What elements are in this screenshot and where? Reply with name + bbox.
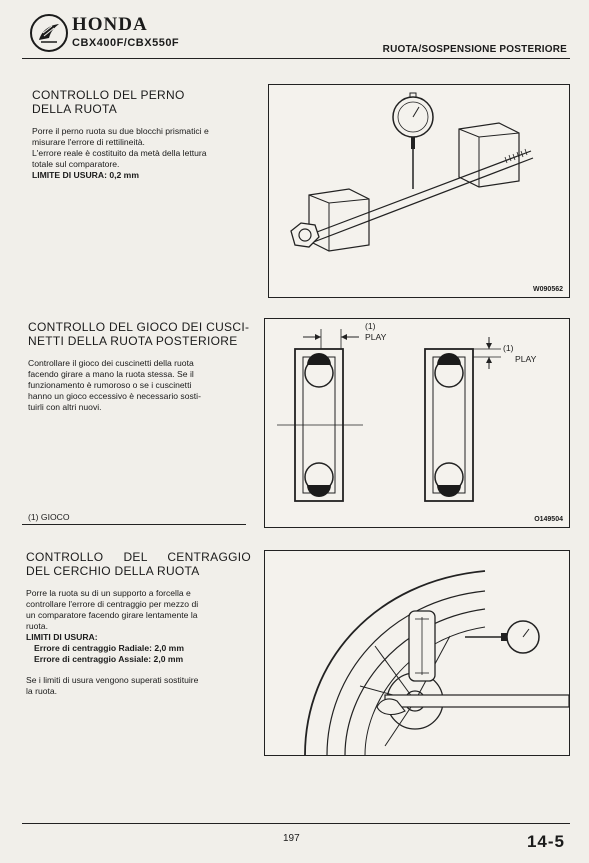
section2-title <box>28 320 249 348</box>
text-line: tuirli con altri nuovi. <box>28 402 102 412</box>
section2-text <box>28 358 253 413</box>
section2-title-line1: CONTROLLO DEL GIOCO DEI CUSCI- <box>28 320 250 334</box>
text-line: misurare l'errore di rettilineità. <box>32 137 145 147</box>
play-label-number: (1) <box>503 343 514 353</box>
section1-title <box>32 88 185 116</box>
section1-text <box>32 126 257 181</box>
limit-radial: Errore di centraggio Radiale: 2,0 mm <box>34 643 184 653</box>
play-label-text: PLAY <box>365 332 387 342</box>
section2-title-line2: NETTI DELLA RUOTA POSTERIORE <box>28 334 238 348</box>
model-name: CBX400F/CBX550F <box>72 37 180 49</box>
chapter-title: RUOTA/SOSPENSIONE POSTERIORE <box>382 44 567 55</box>
honda-wing-logo <box>30 14 68 52</box>
text-line: Porre la ruota su di un supporto a forcella e <box>26 588 191 598</box>
section1-title-line2: DELLA RUOTA <box>32 102 118 116</box>
page-number: 197 <box>283 833 300 844</box>
header-rule <box>22 58 570 59</box>
wing-icon <box>32 16 66 50</box>
text-line: la ruota. <box>26 686 58 696</box>
axle-runout-figure <box>268 84 570 298</box>
text-line: controllare l'errore di centraggio per mezzo di <box>26 599 199 609</box>
rim-runout-figure <box>264 550 570 756</box>
section1-limit: LIMITE DI USURA: 0,2 mm <box>32 170 139 180</box>
section1-title-line1: CONTROLLO DEL PERNO <box>32 88 185 102</box>
section3-title-line2: DEL CERCHIO DELLA RUOTA <box>26 564 200 578</box>
play-label-text: PLAY <box>515 354 537 364</box>
text-line: Se i limiti di usura vengono superati sostituire <box>26 675 199 685</box>
caption-rule <box>22 524 246 525</box>
section2-caption: (1) GIOCO <box>28 512 70 522</box>
play-label-left <box>365 321 386 343</box>
section3-text <box>26 588 251 697</box>
text-line: un comparatore facendo girare lentamente la <box>26 610 198 620</box>
play-label-right <box>503 343 536 365</box>
figure-code: O149504 <box>534 516 563 523</box>
play-label-number: (1) <box>365 321 376 331</box>
text-line: Porre il perno ruota su due blocchi prismatici e <box>32 126 209 136</box>
section3-title <box>26 550 251 578</box>
text-line: hanno un gioco eccessivo è necessario sosti- <box>28 391 201 401</box>
text-line: funzionamento è rumoroso o se i cuscinetti <box>28 380 192 390</box>
bearing-play-figure <box>264 318 570 528</box>
brand-name: HONDA <box>72 14 148 35</box>
footer-rule <box>22 823 570 824</box>
text-line: ruota. <box>26 621 48 631</box>
text-line: Controllare il gioco dei cuscinetti della ruota <box>28 358 194 368</box>
text-line: facendo girare a mano la ruota stessa. Se il <box>28 369 194 379</box>
limit-axial: Errore di centraggio Assiale: 2,0 mm <box>34 654 184 664</box>
text-line: L'errore reale è costituito da metà della lettura <box>32 148 207 158</box>
section3-title-line1: CONTROLLO DEL CENTRAGGIO <box>26 550 251 564</box>
figure-code: W090562 <box>533 286 563 293</box>
text-line: totale sul comparatore. <box>32 159 120 169</box>
section-number: 14-5 <box>526 832 565 851</box>
axle-on-v-blocks-illustration <box>269 85 569 297</box>
wheel-rim-gauge-illustration <box>265 551 569 755</box>
limits-title: LIMITI DI USURA: <box>26 632 98 642</box>
